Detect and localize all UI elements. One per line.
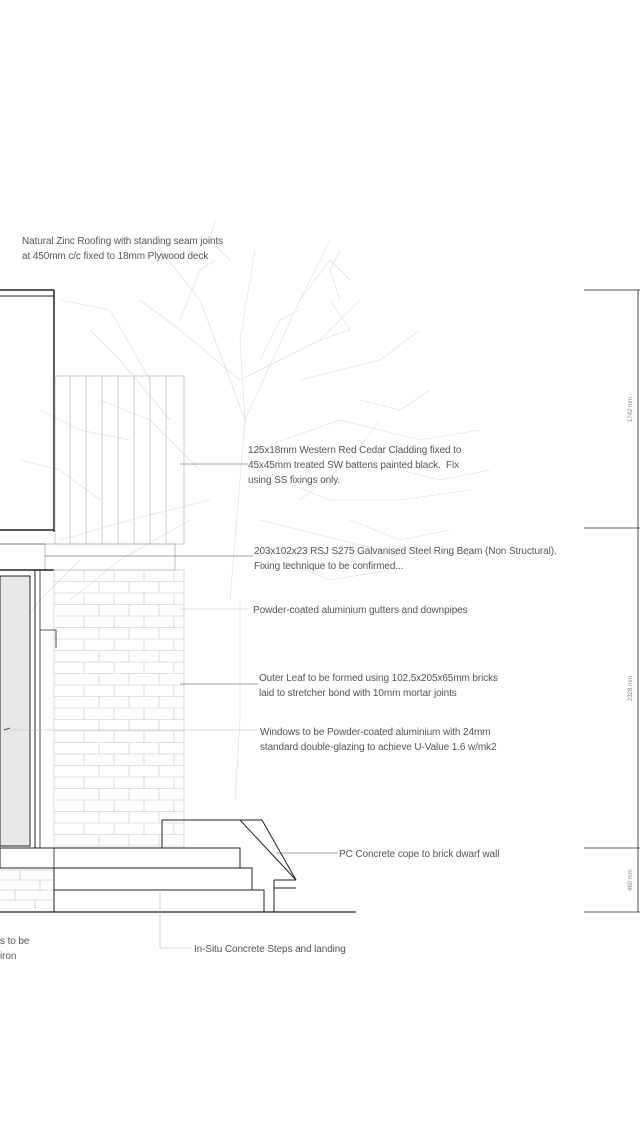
dimension-upper: 1742 mm bbox=[628, 396, 634, 422]
gutters-note: Powder-coated aluminium gutters and downpipes bbox=[253, 605, 468, 616]
outer-leaf-note: Outer Leaf to be formed using 102.5x205x65mm bricks laid to stretcher bond with 10mm mortar joints bbox=[259, 673, 498, 699]
window bbox=[0, 570, 56, 848]
dwarf-wall bbox=[0, 848, 54, 912]
brick-wall bbox=[54, 570, 184, 848]
ring-beam-note: 203x102x23 RSJ S275 Galvanised Steel Ring Beam (Non Structural). Fixing technique to be confirmed... bbox=[254, 546, 557, 572]
upper-box bbox=[0, 290, 54, 532]
cutoff-left-note: s to be iron bbox=[0, 936, 30, 962]
dimension-middle: 2328 mm bbox=[628, 675, 634, 701]
roofing-note: Natural Zinc Roofing with standing seam joints at 450mm c/c fixed to 18mm Plywood deck bbox=[22, 236, 224, 262]
dimension-line bbox=[584, 290, 640, 912]
tree-sketch bbox=[10, 220, 490, 800]
cope-note: PC Concrete cope to brick dwarf wall bbox=[339, 849, 500, 860]
dimension-lower: 460 mm bbox=[628, 869, 634, 891]
windows-note: Windows to be Powder-coated aluminium with 24mm standard double-glazing to achieve U-Value 1.6 w/mk2 bbox=[260, 727, 497, 753]
cladding-note: 125x18mm Western Red Cedar Cladding fixed to 45x45mm treated SW battens painted black. Fix using SS fixings only. bbox=[248, 445, 462, 486]
cedar-cladding bbox=[55, 376, 184, 544]
concrete-steps bbox=[0, 820, 356, 912]
steps-note: In-Situ Concrete Steps and landing bbox=[194, 944, 346, 955]
ring-beam bbox=[0, 544, 175, 570]
leader-lines bbox=[10, 464, 338, 948]
